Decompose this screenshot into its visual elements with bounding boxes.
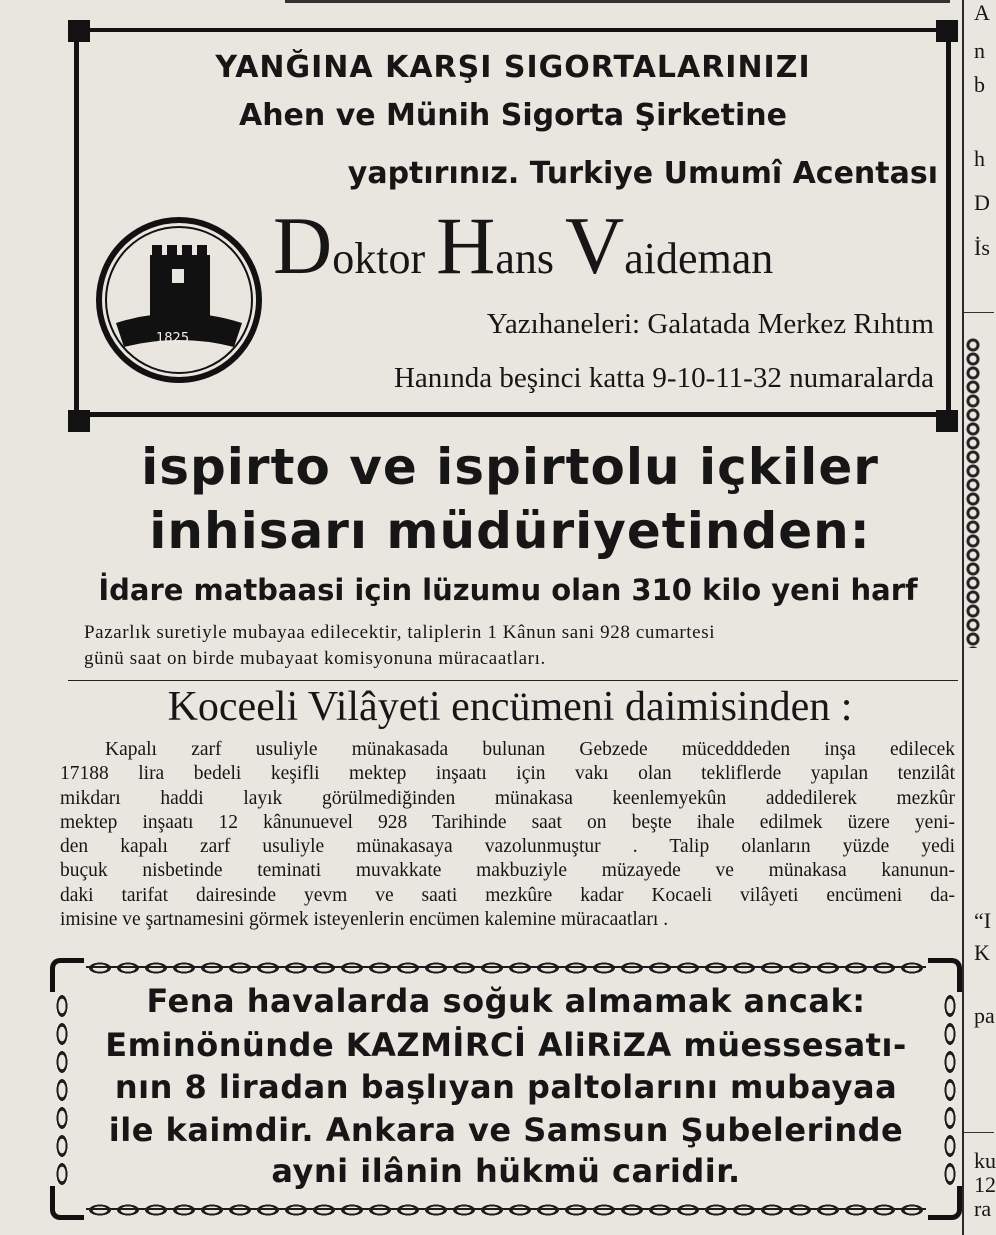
column-fragment: İs	[974, 235, 990, 260]
name-rest: aideman	[624, 234, 774, 283]
name-initial: H	[436, 200, 496, 291]
body-line: daki tarifat dairesinde yevm ve saati mezkûre kadar Kocaeli vilâyeti encümeni da-	[60, 884, 955, 906]
coat-ad-line: Eminönünde KAZMİRCİ AliRiZA müessesatı-	[105, 1026, 907, 1064]
column-fragment: K	[974, 940, 990, 965]
column-fragment: 12	[974, 1172, 996, 1197]
body-line: mektep inşaatı 12 kânunuevel 928 Tarihinde saat on beşte ihale edilmek üzere yeni-	[60, 811, 955, 833]
body-line: 17188 lira bedeli keşifli mektep inşaatı için vakı olan tekliflerde yapılan tenzilât	[60, 763, 955, 785]
top-rule	[285, 0, 950, 3]
column-fragment: pa	[974, 1003, 995, 1028]
tower-logo-icon	[94, 215, 264, 385]
logo-year: 1825	[156, 331, 190, 346]
monopoly-body: günü saat on birde mubayaat komisyonuna müracaatları.	[84, 648, 546, 669]
kocaeli-title: Koceeli Vilâyeti encümeni daimisinden :	[167, 684, 853, 730]
column-fragment: D	[974, 190, 990, 215]
coat-ad-line: nın 8 liradan başlıyan paltolarını mubayaa	[114, 1068, 898, 1106]
coat-advertisement	[50, 958, 962, 1220]
monopoly-title: ispirto ve ispirtolu içkiler	[141, 438, 879, 496]
monopoly-subtitle: İdare matbaasi için lüzumu olan 310 kilo yeni harf	[98, 573, 918, 607]
column-rule	[964, 1132, 994, 1133]
column-fragment: “I	[974, 908, 992, 933]
name-rest: ans	[495, 234, 565, 283]
address-line: Yazıhaneleri: Galatada Merkez Rıhtım	[486, 308, 934, 340]
coat-ad-line: Fena havalarda soğuk almamak ancak:	[146, 982, 866, 1020]
body-line: mikdarı haddi layık görülmediğinden münakasa keenlemyekûn addedilerek mezkûr	[60, 787, 955, 809]
adjacent-column	[962, 0, 996, 1235]
frame-corner	[928, 1186, 962, 1220]
column-rule	[964, 312, 994, 313]
column-fragment: ku	[974, 1148, 996, 1173]
column-fragment: ra	[974, 1196, 992, 1221]
body-line: buçuk nisbetinde teminati muvakkate makbuziyle müzayede ve münakasa kanunun-	[60, 860, 955, 882]
column-fragment: b	[974, 72, 985, 97]
ad-subheadline: Ahen ve Münih Sigorta Şirketine	[238, 98, 788, 133]
body-line: imisine ve şartnamesini görmek isteyenlerin encümen kalemine müracaatları .	[60, 909, 669, 931]
frame-corner	[50, 1186, 84, 1220]
name-initial: V	[564, 200, 625, 291]
chain-border-bottom	[86, 1202, 926, 1218]
insurance-advertisement	[68, 20, 958, 432]
ad-subheadline: yaptırınız. Turkiye Umumî Acentası	[347, 156, 938, 191]
coat-ad-line: ile kaimdir. Ankara ve Samsun Şubelerinde	[108, 1111, 904, 1149]
column-fragment: h	[974, 146, 985, 171]
monopoly-body: Pazarlık suretiyle mubayaa edilecektir, taliplerin 1 Kânun sani 928 cumartesi	[84, 622, 716, 643]
company-name	[273, 200, 774, 291]
monopoly-title: inhisarı müdüriyetinden:	[149, 502, 871, 560]
ornament-border	[966, 338, 992, 648]
section-rule	[68, 680, 958, 681]
address-line: Hanında beşinci katta 9-10-11-32 numaralarda	[393, 362, 934, 394]
ad-headline: YANĞINA KARŞI SIGORTALARINIZI	[215, 50, 811, 85]
column-fragment: A	[974, 0, 990, 25]
name-rest: oktor	[332, 234, 437, 283]
name-initial: D	[273, 200, 333, 291]
body-line: den kapalı zarf usuliyle münakasaya vazolunmuştur . Talip olanların yüzde yedi	[60, 836, 955, 858]
column-fragment: n	[974, 38, 985, 63]
chain-border-top	[86, 960, 926, 976]
body-line: Kapalı zarf usuliyle münakasada bulunan Gebzede mücedddeden inşa edilecek	[105, 739, 955, 760]
kocaeli-body	[60, 738, 955, 932]
coat-ad-line: ayni ilânin hükmü caridir.	[271, 1152, 741, 1190]
